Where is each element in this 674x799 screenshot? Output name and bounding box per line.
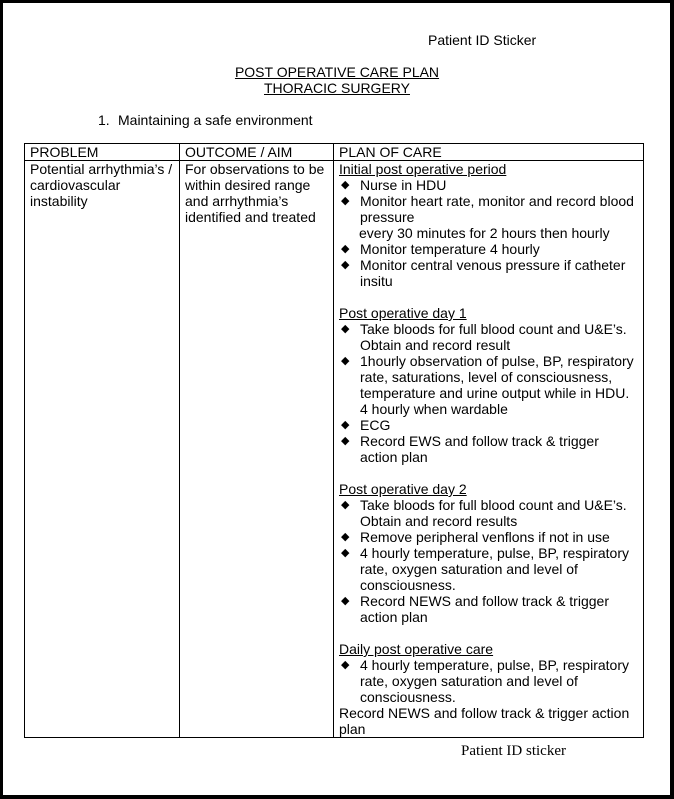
diamond-bullet-icon: ◆ bbox=[341, 355, 350, 367]
diamond-bullet-icon: ◆ bbox=[341, 547, 350, 559]
plan-heading-day1: Post operative day 1 bbox=[339, 305, 467, 321]
outcome-cell: For observations to be within desired range and arrhythmia’s identified and treated bbox=[180, 161, 334, 738]
plan-block-initial bbox=[339, 161, 640, 289]
diamond-bullet-icon: ◆ bbox=[341, 195, 350, 207]
plan-note: every 30 minutes for 2 hours then hourly bbox=[359, 225, 610, 241]
plan-heading-day2: Post operative day 2 bbox=[339, 481, 467, 497]
plan-block-day2 bbox=[339, 481, 640, 625]
list-item: ◆ Monitor central venous pressure if catheter insitu bbox=[341, 257, 626, 289]
document-title: POST OPERATIVE CARE PLAN bbox=[234, 64, 440, 80]
diamond-bullet-icon: ◆ bbox=[341, 259, 350, 271]
plan-footer-text: Record NEWS and follow track & trigger action plan bbox=[339, 705, 630, 737]
section-heading bbox=[98, 112, 313, 128]
list-item: ◆ Monitor heart rate, monitor and record blood pressure bbox=[341, 193, 634, 225]
diamond-bullet-icon: ◆ bbox=[341, 419, 350, 431]
list-item: ◆ 4 hourly temperature, pulse, BP, respiratory rate, oxygen saturation and level of consciousness. bbox=[341, 545, 629, 593]
list-item: ◆ ECG bbox=[341, 417, 391, 433]
list-item: ◆ Remove peripheral venflons if not in use bbox=[341, 529, 610, 545]
list-item: ◆ 1hourly observation of pulse, BP, respiratory rate, saturations, level of consciousness, temperature and urine output while in HDU. 4 hourly when wardable bbox=[341, 353, 634, 417]
plan-cell bbox=[334, 161, 644, 738]
diamond-bullet-icon: ◆ bbox=[341, 243, 350, 255]
plan-heading-initial: Initial post operative period bbox=[339, 161, 507, 177]
list-item: ◆ Take bloods for full blood count and U&E’s. Obtain and record results bbox=[341, 497, 627, 529]
diamond-bullet-icon: ◆ bbox=[341, 435, 350, 447]
list-item: ◆ Take bloods for full blood count and U&E’s. Obtain and record result bbox=[341, 321, 627, 353]
plan-block-day1 bbox=[339, 305, 640, 465]
table-row bbox=[25, 161, 644, 738]
care-plan-table bbox=[24, 143, 644, 738]
list-item: ◆ 4 hourly temperature, pulse, BP, respiratory rate, oxygen saturation and level of consciousness. bbox=[341, 657, 629, 705]
diamond-bullet-icon: ◆ bbox=[341, 531, 350, 543]
list-item: ◆ Monitor temperature 4 hourly bbox=[341, 241, 540, 257]
document-subtitle: THORACIC SURGERY bbox=[264, 80, 410, 96]
diamond-bullet-icon: ◆ bbox=[341, 659, 350, 671]
diamond-bullet-icon: ◆ bbox=[341, 179, 350, 191]
diamond-bullet-icon: ◆ bbox=[341, 323, 350, 335]
diamond-bullet-icon: ◆ bbox=[341, 499, 350, 511]
section-number: 1. bbox=[98, 112, 110, 128]
column-header-outcome: OUTCOME / AIM bbox=[180, 144, 334, 161]
table-header-row bbox=[25, 144, 644, 161]
section-title: Maintaining a safe environment bbox=[118, 112, 313, 128]
list-item: ◆ Record NEWS and follow track & trigger action plan bbox=[341, 593, 609, 625]
plan-block-daily bbox=[339, 641, 640, 737]
patient-id-sticker-bottom: Patient ID sticker bbox=[461, 743, 566, 759]
diamond-bullet-icon: ◆ bbox=[341, 595, 350, 607]
list-item: ◆ Record EWS and follow track & trigger action plan bbox=[341, 433, 599, 465]
problem-cell: Potential arrhythmia’s / cardiovascular instability bbox=[25, 161, 180, 738]
column-header-plan: PLAN OF CARE bbox=[334, 144, 644, 161]
plan-heading-daily: Daily post operative care bbox=[339, 641, 494, 657]
patient-id-sticker-top: Patient ID Sticker bbox=[428, 32, 537, 48]
list-item: ◆ Nurse in HDU bbox=[341, 177, 447, 193]
column-header-problem: PROBLEM bbox=[25, 144, 180, 161]
